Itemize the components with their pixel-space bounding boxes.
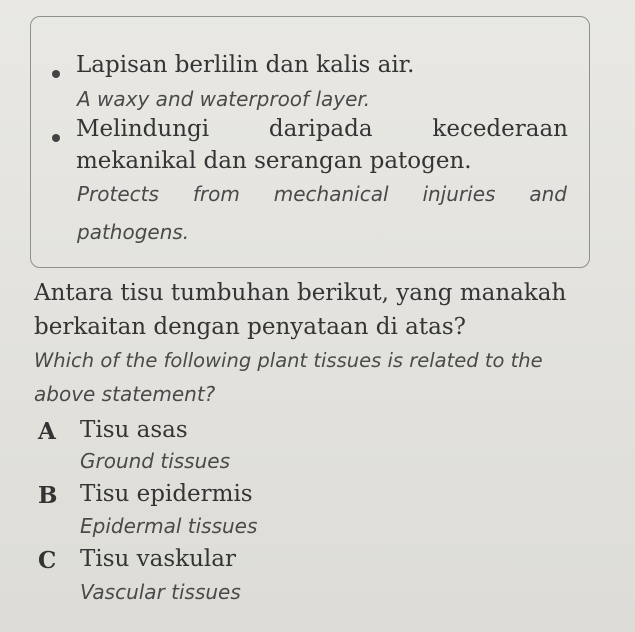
word: Protects <box>77 182 159 206</box>
option-c-malay[interactable]: Tisu vaskular <box>80 546 236 572</box>
option-a-malay[interactable]: Tisu asas <box>80 417 188 443</box>
option-a-letter[interactable]: A <box>38 418 56 445</box>
word: and <box>529 182 567 206</box>
bullet2-malay-line1 <box>76 116 568 142</box>
bullet2-english-line2: pathogens. <box>77 220 190 244</box>
word: injuries <box>422 182 496 206</box>
bullet2-malay-line2: mekanikal dan serangan patogen. <box>76 148 472 174</box>
option-b-english: Epidermal tissues <box>80 514 258 538</box>
word: from <box>192 182 240 206</box>
bullet-point <box>52 70 60 78</box>
word: kecederaan <box>432 116 568 142</box>
bullet-point <box>52 134 60 142</box>
word: daripada <box>268 116 373 142</box>
bullet1-malay-text: Lapisan berlilin dan kalis air. <box>76 52 415 78</box>
word: mechanical <box>273 182 389 206</box>
question-english-line1: Which of the following plant tissues is related to the <box>34 349 543 372</box>
option-a-english: Ground tissues <box>80 449 230 473</box>
question-malay-line2: berkaitan dengan penyataan di atas? <box>34 314 466 340</box>
bullet2-english-line1 <box>77 182 567 206</box>
option-c-english: Vascular tissues <box>80 580 241 604</box>
option-b-letter[interactable]: B <box>38 482 58 509</box>
bullet1-english-text: A waxy and waterproof layer. <box>77 87 371 111</box>
word: Melindungi <box>76 116 210 142</box>
option-c-letter[interactable]: C <box>38 547 57 574</box>
option-b-malay[interactable]: Tisu epidermis <box>80 481 253 507</box>
question-malay-line1: Antara tisu tumbuhan berikut, yang manakah <box>34 280 567 306</box>
question-english-line2: above statement? <box>34 382 216 406</box>
